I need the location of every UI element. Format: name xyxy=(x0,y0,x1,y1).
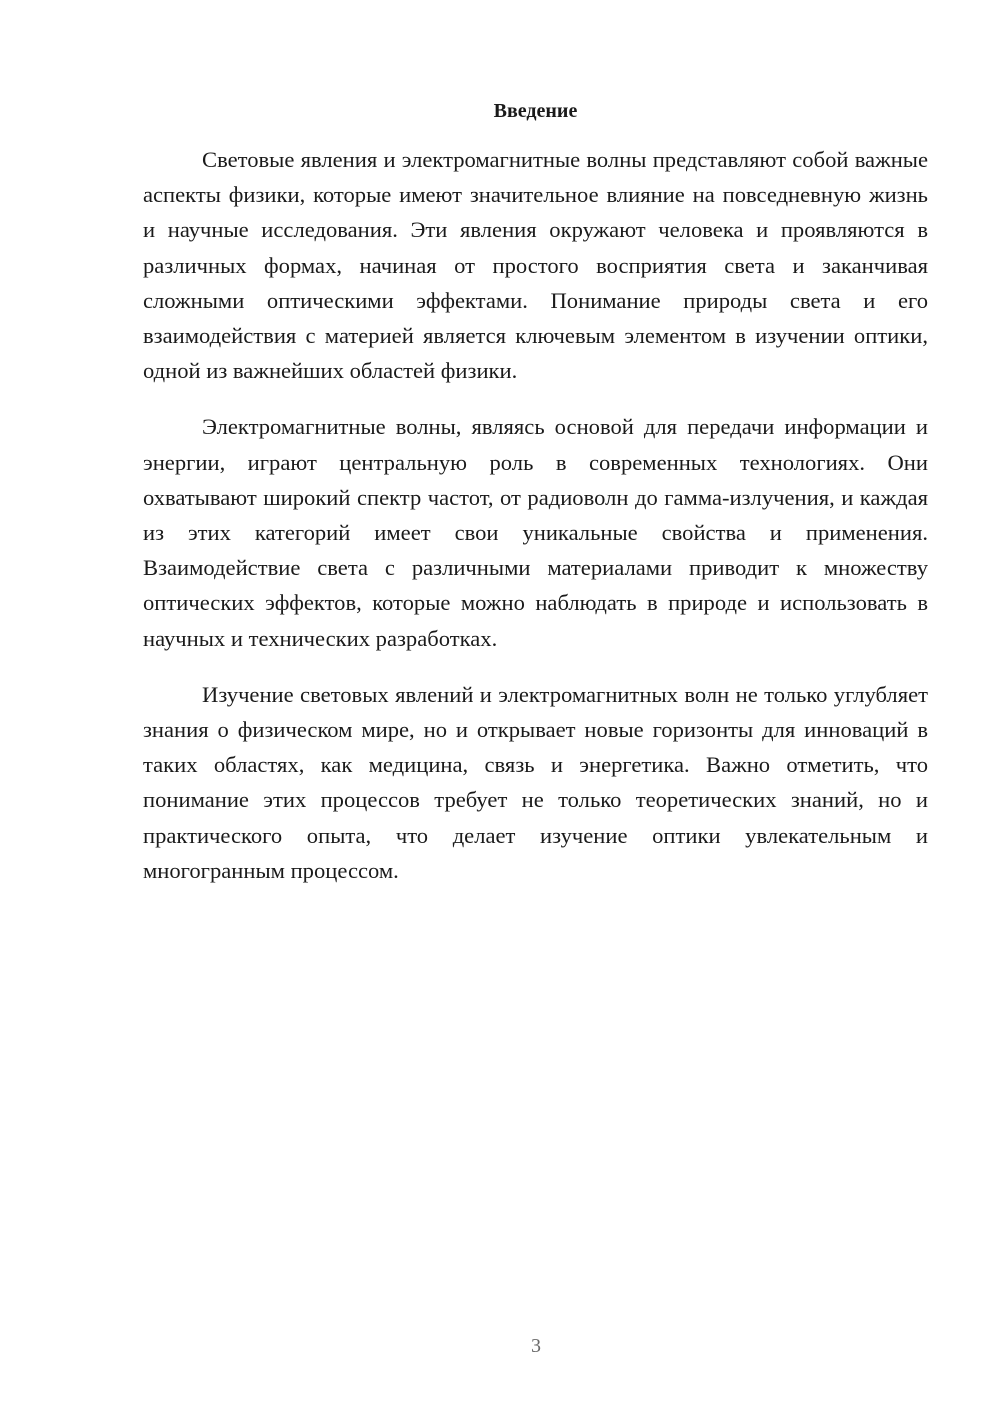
paragraph-1: Световые явления и электромагнитные волны представляют собой важные аспекты физики, которые имеют значительное влияние на повседневную жизнь и научные исследования. Эти явления окружают человека и проявляются в различных формах, начиная от простого восприятия света и заканчивая сложными оптическими эффектами. Понимание природы света и его взаимодействия с материей является ключевым элементом в изучении оптики, одной из важнейших областей физики. xyxy=(143,147,928,384)
paragraph-2: Электромагнитные волны, являясь основой для передачи информации и энергии, играют центральную роль в современных технологиях. Они охватывают широкий спектр частот, от радиоволн до гамма-излучения, и каждая из этих категорий имеет свои уникальные свойства и применения. Взаимодействие света с различными материалами приводит к множеству оптических эффектов, которые можно наблюдать в природе и использовать в научных и технических разработках. xyxy=(143,414,928,651)
paragraph-3: Изучение световых явлений и электромагнитных волн не только углубляет знания о физическом мире, но и открывает новые горизонты для инноваций в таких областях, как медицина, связь и энергетика. Важно отметить, что понимание этих процессов требует не только теоретических знаний, но и практического опыта, что делает изучение оптики увлекательным и многогранным процессом. xyxy=(143,681,928,883)
body-text xyxy=(143,142,928,888)
section-title: Введение xyxy=(493,100,578,122)
page-number: 3 xyxy=(531,1335,541,1357)
